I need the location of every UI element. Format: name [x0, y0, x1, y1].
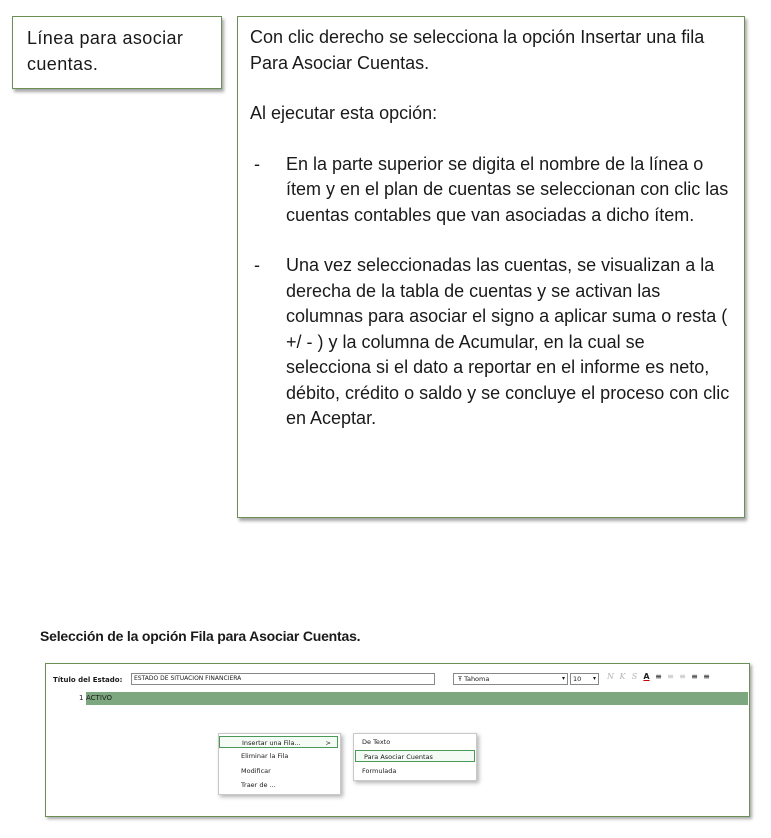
- right-callout-box: [237, 16, 745, 518]
- menu-item-delete-row[interactable]: Eliminar la Fila: [241, 752, 289, 760]
- dropdown-arrow-icon: ▾: [592, 675, 596, 682]
- lead-text: Al ejecutar esta opción:: [250, 103, 438, 123]
- format-toolbar: [606, 672, 711, 681]
- insert-row-submenu: [353, 733, 477, 781]
- font-size-value: 10: [573, 675, 582, 683]
- title-input[interactable]: ESTADO DE SITUACION FINANCIERA: [131, 673, 435, 685]
- bullet-dash: -: [254, 153, 260, 174]
- bullet-dash: -: [254, 255, 260, 275]
- left-callout-text: Línea para asociar cuentas.: [27, 28, 184, 74]
- context-menu: [218, 733, 341, 795]
- menu-item-label: Insertar una Fila...: [242, 739, 301, 747]
- bold-icon[interactable]: N: [607, 672, 614, 681]
- title-label: Título del Estado:: [53, 676, 123, 684]
- bullet-text: En la parte superior se digita el nombre de la línea o ítem y en el plan de cuentas se seleccionan con clic las cuentas contables que van asociadas a dicho ítem.: [286, 153, 729, 225]
- underline-icon[interactable]: S: [631, 672, 638, 681]
- bullet-text: Una vez seleccionadas las cuentas, se visualizan a la derecha de la tabla de cuentas y se activan las columnas para asociar el signo a aplicar suma o resta ( +/ - ) y la columna de Acumular, en la cual se selecciona si el dato a reportar en el informe es neto, débito, crédito o saldo y se concluye el proceso con clic en Aceptar.: [286, 255, 730, 428]
- font-type-icon: Ŧ: [458, 675, 462, 683]
- font-color-icon[interactable]: A: [643, 672, 650, 681]
- row-number: 1: [79, 694, 84, 702]
- menu-item-modify[interactable]: Modificar: [241, 767, 271, 775]
- figure-caption: Selección de la opción Fila para Asociar Cuentas.: [40, 628, 361, 644]
- align-left-icon[interactable]: ≡: [655, 672, 662, 681]
- indent-increase-icon[interactable]: ≡: [703, 672, 710, 681]
- font-size-select[interactable]: [570, 673, 599, 685]
- submenu-item-text[interactable]: De Texto: [362, 738, 391, 746]
- chevron-right-icon: >: [325, 739, 331, 747]
- embedded-app-screenshot: [45, 663, 750, 817]
- dropdown-arrow-icon: ▾: [561, 675, 565, 682]
- left-callout-box: [12, 16, 222, 89]
- italic-icon[interactable]: K: [619, 672, 626, 681]
- font-family-select[interactable]: [453, 673, 568, 685]
- font-name: Tahoma: [464, 675, 490, 683]
- table-row[interactable]: ACTIVO: [86, 692, 748, 705]
- submenu-item-associate-accounts[interactable]: Para Asociar Cuentas: [355, 750, 475, 762]
- align-right-icon[interactable]: ≡: [679, 672, 686, 681]
- align-center-icon[interactable]: ≡: [667, 672, 674, 681]
- bullet-item: [250, 253, 732, 432]
- menu-item-bring-from[interactable]: Traer de ...: [241, 781, 276, 789]
- menu-item-insert-row[interactable]: [219, 736, 338, 748]
- indent-decrease-icon[interactable]: ≡: [691, 672, 698, 681]
- bullet-item: [250, 152, 732, 229]
- intro-text: Con clic derecho se selecciona la opción Insertar una fila Para Asociar Cuentas.: [250, 27, 705, 73]
- submenu-item-formula[interactable]: Formulada: [362, 767, 397, 775]
